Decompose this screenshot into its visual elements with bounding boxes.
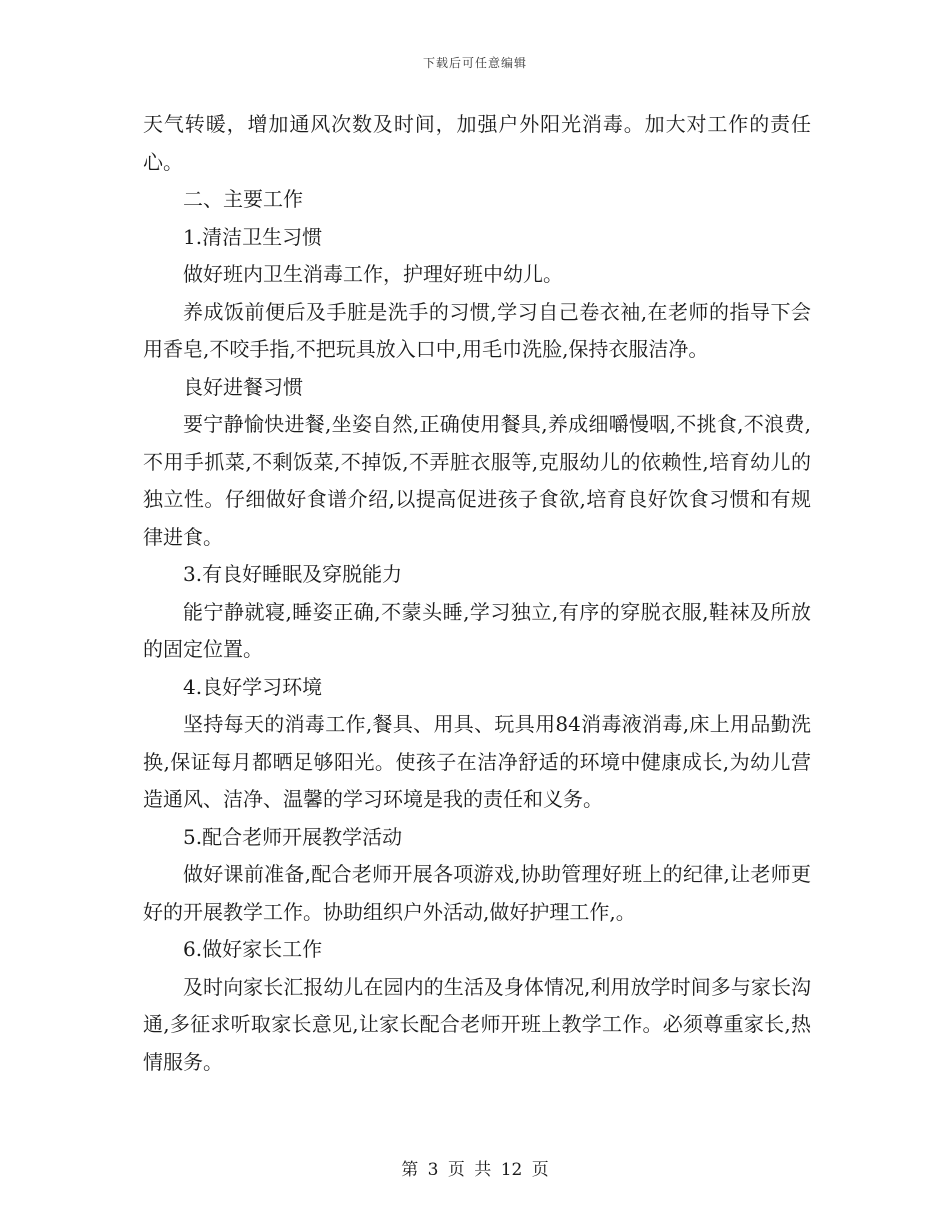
page-header: 下载后可任意编辑 (422, 56, 527, 70)
paragraph: 做好班内卫生消毒工作，护理好班中幼儿。 (183, 262, 563, 286)
section-heading: 二、主要工作 (183, 187, 303, 211)
page-number: 第 3 页 共 12 页 (401, 1160, 549, 1180)
subheading: 6.做好家长工作 (183, 937, 323, 961)
document-body (143, 106, 811, 1081)
subheading: 3.有良好睡眠及穿脱能力 (183, 562, 403, 586)
subheading: 良好进餐习惯 (183, 374, 303, 399)
paragraph: 能宁静就寝,睡姿正确,不蒙头睡,学习独立,有序的穿脱衣服,鞋袜及所放的固定位置。 (143, 599, 811, 661)
paragraph: 要宁静愉快进餐,坐姿自然,正确使用餐具,养成细嚼慢咽,不挑食,不浪费,不用手抓菜,不剩饭菜,不掉饭,不弄脏衣服等,克服幼儿的依赖性,培育幼儿的独立性。仔细做好食谱介绍,以提高促进孩子食欲,培育良好饮食习惯和有规律进食。 (143, 412, 811, 549)
paragraph: 坚持每天的消毒工作,餐具、用具、玩具用84消毒液消毒,床上用品勤洗换,保证每月都晒足够阳光。使孩子在洁净舒适的环境中健康成长,为幼儿营造通风、洁净、温馨的学习环境是我的责任和义务。 (143, 712, 811, 811)
paragraph: 及时向家长汇报幼儿在园内的生活及身体情况,利用放学时间多与家长沟通,多征求听取家长意见,让家长配合老师开班上教学工作。必须尊重家长,热情服务。 (143, 974, 811, 1074)
subheading: 4.良好学习环境 (183, 674, 323, 699)
paragraph: 天气转暖，增加通风次数及时间，加强户外阳光消毒。加大对工作的责任心。 (143, 112, 811, 174)
paragraph: 做好课前准备,配合老师开展各项游戏,协助管理好班上的纪律,让老师更好的开展教学工作。协助组织户外活动,做好护理工作,。 (143, 862, 811, 924)
subheading: 1.清洁卫生习惯 (183, 224, 323, 249)
paragraph: 养成饭前便后及手脏是洗手的习惯,学习自己卷衣袖,在老师的指导下会用香皂,不咬手指,不把玩具放入口中,用毛巾洗脸,保持衣服洁净。 (143, 299, 811, 361)
subheading: 5.配合老师开展教学活动 (183, 824, 403, 849)
